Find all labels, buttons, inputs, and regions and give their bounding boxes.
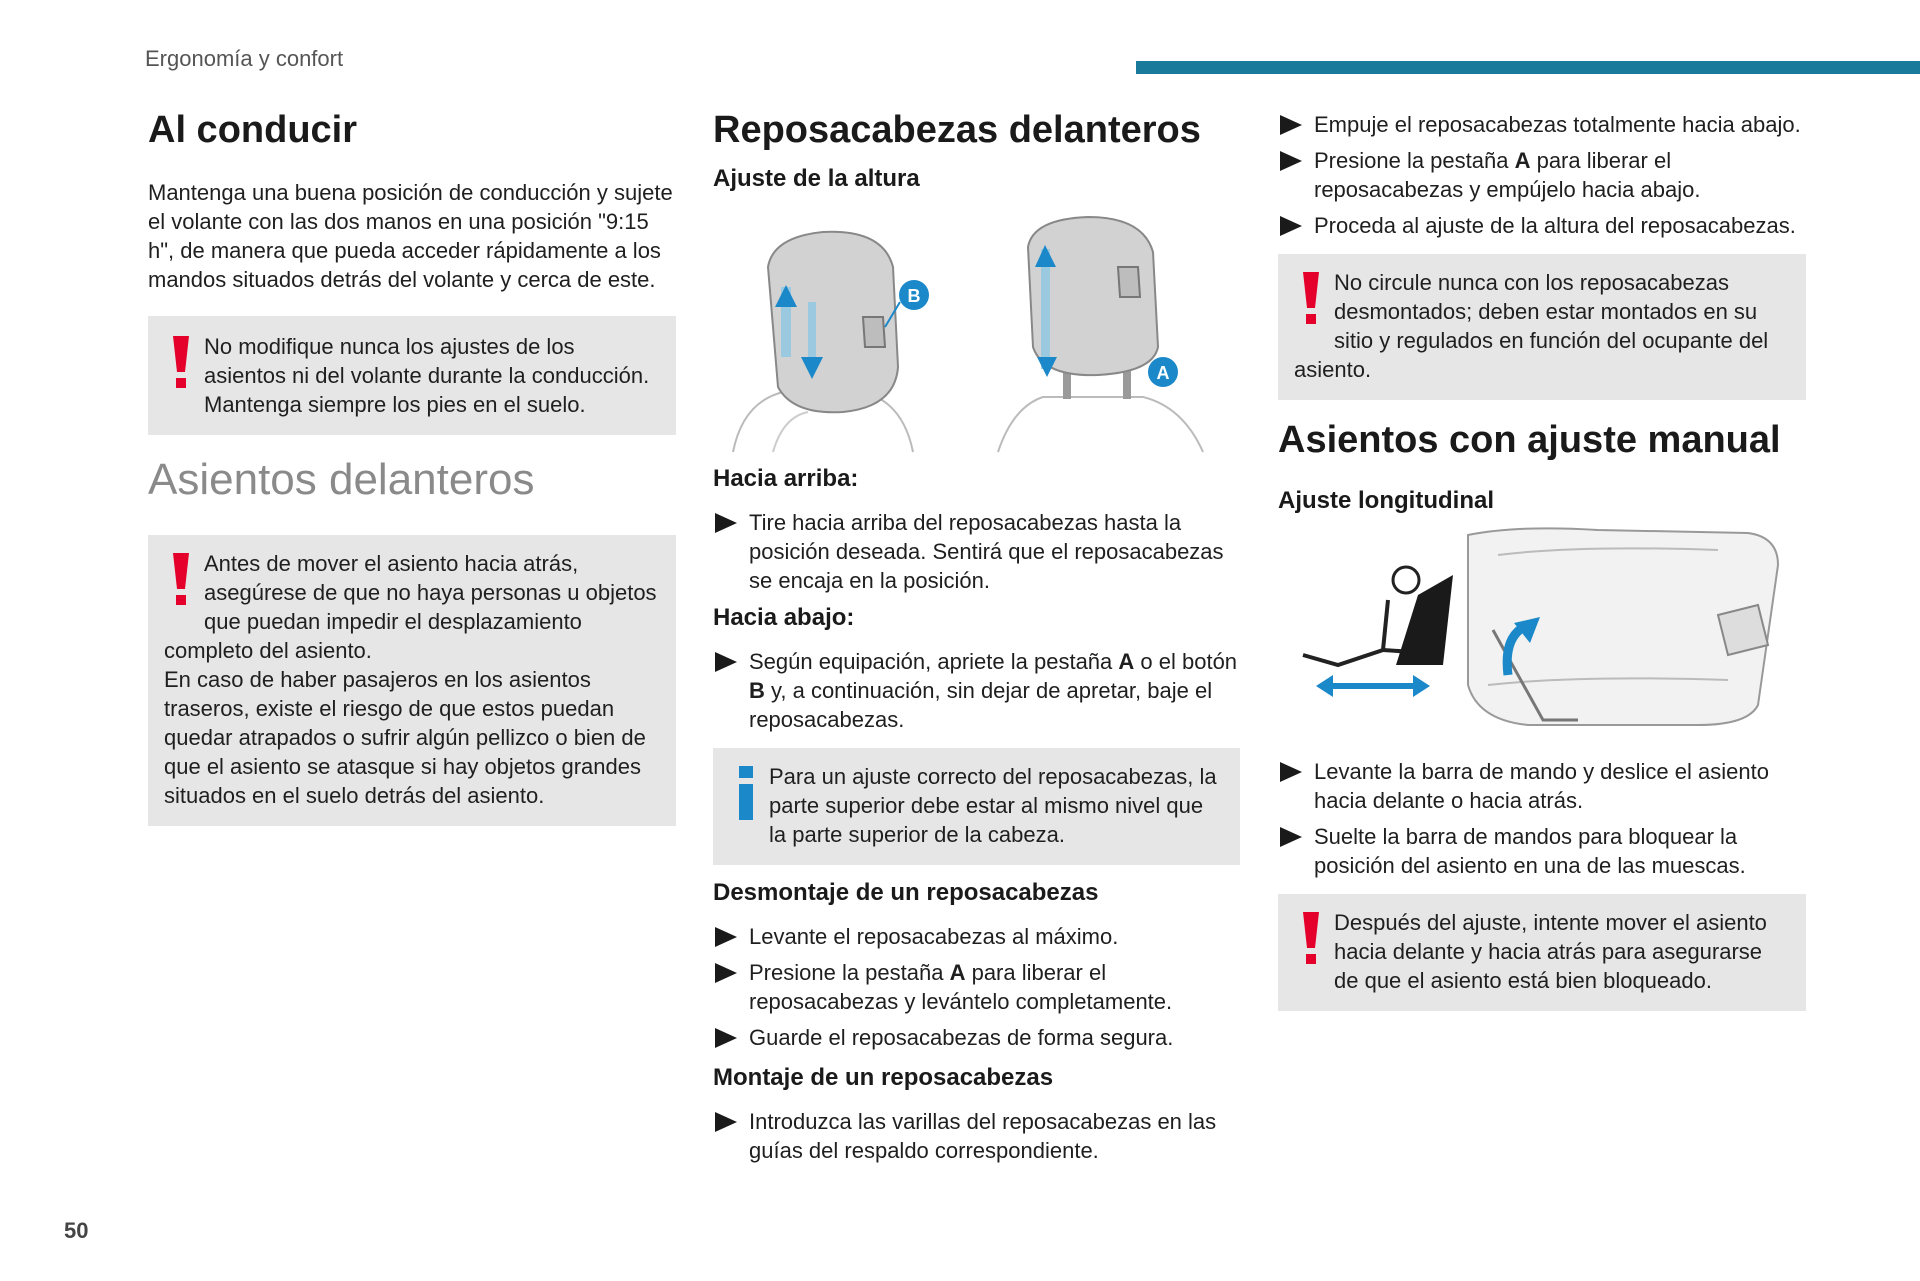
arrow-bullet-icon: [715, 1028, 737, 1048]
warning-icon: [164, 551, 198, 609]
seat-drawing: [1468, 528, 1778, 725]
arrow-bullet-icon: [1280, 216, 1302, 236]
list-item: Presione la pestaña A para liberar el reposacabezas y empújelo hacia abajo.: [1278, 146, 1806, 204]
warning-box-4: [1278, 894, 1806, 1011]
list-item: Tire hacia arriba del reposacabezas hasta la posición deseada. Sentirá que el reposacabezas se encaja en la posición.: [713, 508, 1240, 595]
down-list: [713, 647, 1240, 734]
page-number: 50: [64, 1218, 89, 1243]
title-front-seats: Asientos delanteros: [148, 455, 535, 505]
arrow-bullet-icon: [715, 652, 737, 672]
list-item: Levante el reposacabezas al máximo.: [713, 922, 1240, 951]
headrest-height-illustration: [713, 207, 1223, 457]
list-item: Según equipación, apriete la pestaña A o el botón B y, a continuación, sin dejar de apretar, baje el reposacabezas.: [713, 647, 1240, 734]
arrow-bullet-icon: [715, 927, 737, 947]
header-accent-bar: [1136, 61, 1920, 74]
removal-heading: Desmontaje de un reposacabezas: [713, 878, 1099, 906]
arrow-bullet-icon: [715, 1112, 737, 1132]
callout-a-label: A: [1156, 362, 1170, 383]
info-text: Para un ajuste correcto del reposacabezas, la parte superior debe estar al mismo nivel que la parte superior de la cabeza.: [769, 763, 1217, 847]
arrow-bullet-icon: [1280, 827, 1302, 847]
warning-3-text: No circule nunca con los reposacabezas desmontados; deben estar montados en su sitio y regulados en función del ocupante del asiento.: [1294, 270, 1769, 382]
up-heading: Hacia arriba:: [713, 464, 859, 492]
driving-text: Mantenga una buena posición de conducción y sujete el volante con las dos manos en una posición "9:15 h", de manera que pueda acceder rápidamente a los mandos situados detrás del volante y cerca de este.: [148, 180, 673, 293]
arrow-bullet-icon: [715, 963, 737, 983]
list-item: Empuje el reposacabezas totalmente hacia abajo.: [1278, 110, 1806, 139]
arrow-bullet-icon: [1280, 762, 1302, 782]
removal-list: [713, 922, 1240, 1052]
warning-1-text: No modifique nunca los ajustes de los asientos ni del volante durante la conducción. Mantenga siempre los pies en el suelo.: [204, 334, 650, 418]
warning-box-1: [148, 316, 676, 435]
seat-longitudinal-illustration: [1278, 525, 1788, 735]
list-item: Suelte la barra de mandos para bloquear la posición del asiento en una de las muescas.: [1278, 822, 1806, 880]
title-manual-seats: Asientos con ajuste manual: [1278, 419, 1781, 461]
up-list: [713, 508, 1240, 595]
headrest-lower-list: [1278, 110, 1806, 240]
headrest-left-drawing: [733, 231, 913, 451]
warning-icon: [164, 334, 198, 392]
info-icon: [729, 764, 763, 822]
section-header: Ergonomía y confort: [145, 46, 344, 71]
column-1: [148, 100, 676, 826]
warning-4-text: Después del ajuste, intente mover el asiento hacia delante y hacia atrás para asegurarse de que el asiento está bien bloqueado.: [1334, 909, 1767, 993]
mount-heading: Montaje de un reposacabezas: [713, 1064, 1054, 1092]
list-item: Levante la barra de mando y deslice el asiento hacia delante o hacia atrás.: [1278, 757, 1806, 815]
warning-icon: [1294, 270, 1328, 328]
list-item: Proceda al ajuste de la altura del reposacabezas.: [1278, 211, 1806, 240]
down-heading: Hacia abajo:: [713, 603, 855, 631]
callout-b-label: B: [907, 285, 921, 306]
title-driving: Al conducir: [148, 109, 358, 151]
headrest-right-drawing: [998, 217, 1203, 452]
arrow-bullet-icon: [1280, 151, 1302, 171]
longitudinal-list: [1278, 757, 1806, 880]
warning-box-2: [148, 535, 676, 826]
list-item: Presione la pestaña A para liberar el reposacabezas y levántelo completamente.: [713, 958, 1240, 1016]
mount-list: [713, 1107, 1240, 1165]
info-box: [713, 748, 1240, 865]
seat-pictogram: [1303, 567, 1453, 697]
list-item: Guarde el reposacabezas de forma segura.: [713, 1023, 1240, 1052]
column-2: [713, 100, 1240, 1172]
title-headrests: Reposacabezas delanteros: [713, 109, 1201, 151]
column-3: [1278, 110, 1806, 1011]
warning-box-3: [1278, 254, 1806, 400]
arrow-bullet-icon: [715, 513, 737, 533]
warning-icon: [1294, 910, 1328, 968]
warning-2-text: Antes de mover el asiento hacia atrás, asegúrese de que no haya personas u objetos que puedan impedir el desplazamiento completo del asiento. En caso de haber pasajeros en los asientos traseros, existe el riesgo de que estos puedan quedar atrapados o sufrir algún pellizco o bien de que el asiento se atasque si hay objetos grandes situados en el suelo detrás del asiento.: [164, 550, 657, 808]
list-item: Introduzca las varillas del reposacabezas en las guías del respaldo correspondiente.: [713, 1107, 1240, 1165]
subtitle-longitudinal: Ajuste longitudinal: [1278, 487, 1494, 515]
subtitle-height: Ajuste de la altura: [713, 165, 920, 193]
arrow-bullet-icon: [1280, 115, 1302, 135]
